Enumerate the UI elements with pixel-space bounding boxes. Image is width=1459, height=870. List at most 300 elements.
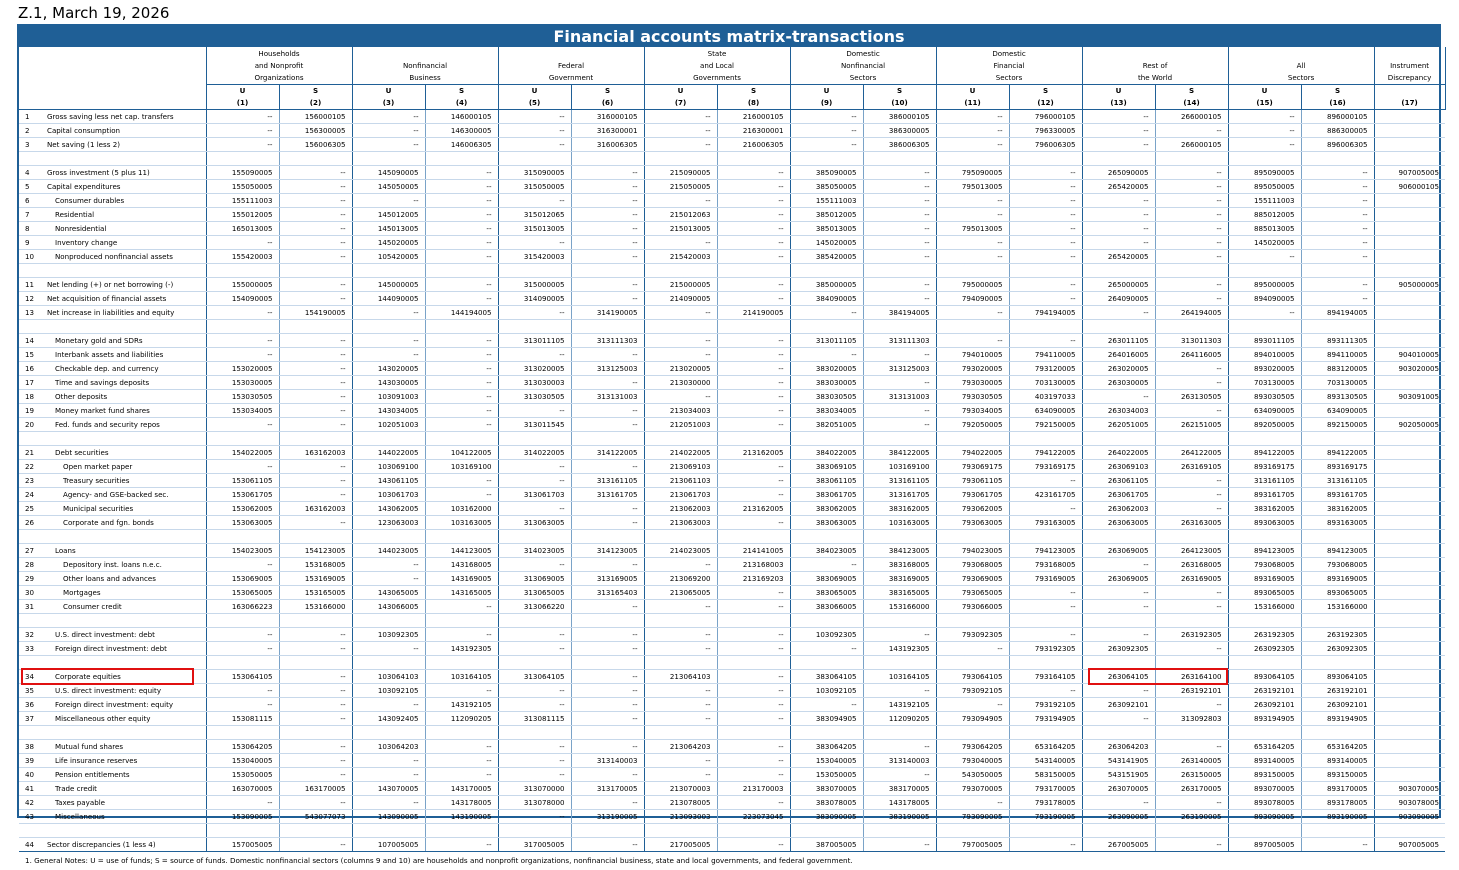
value-cell: 213162005 [717,502,790,516]
value-cell: 314123005 [571,544,644,558]
value-cell: 264022005 [1082,446,1155,460]
value-cell: 145090005 [352,166,425,180]
value-cell: -- [863,236,936,250]
value-cell: -- [1155,502,1228,516]
value-cell [1374,306,1445,320]
value-cell: 794194005 [1009,306,1082,320]
value-cell: -- [1301,278,1374,292]
value-cell: 213069200 [644,572,717,586]
value-cell: 264122005 [1155,446,1228,460]
value-cell: 146000105 [425,110,498,124]
value-cell: 216300001 [717,124,790,138]
value-cell: -- [425,236,498,250]
value-cell: 793169005 [1009,572,1082,586]
value-cell: -- [1009,222,1082,236]
value-cell: 794122005 [1009,446,1082,460]
column-number: (14) [1155,97,1228,110]
row-label: Miscellaneous [47,810,105,823]
value-cell: -- [425,404,498,418]
value-cell: -- [279,838,352,852]
table-row [19,180,1445,194]
value-cell: -- [717,600,790,614]
sector-header [498,47,644,85]
value-cell: -- [1009,586,1082,600]
sector-header-line: and Local [645,60,790,72]
value-cell: 383168005 [863,558,936,572]
value-cell: 315012065 [498,208,571,222]
value-cell: 153034005 [206,404,279,418]
value-cell: 313161105 [1228,474,1301,488]
value-cell: 215012063 [644,208,717,222]
row-label-cell [19,586,206,600]
value-cell: 383061705 [790,488,863,502]
row-label-cell [19,796,206,810]
table-row [19,460,1445,474]
value-cell: -- [498,138,571,152]
value-cell: -- [498,236,571,250]
uses-label: U [352,85,425,98]
value-cell: -- [425,194,498,208]
value-cell: -- [498,754,571,768]
row-label: Depository inst. loans n.e.c. [47,558,162,571]
value-cell: -- [279,460,352,474]
value-cell: -- [352,334,425,348]
spacer-row [19,530,1445,544]
value-cell: -- [863,404,936,418]
value-cell: 102051003 [352,418,425,432]
value-cell: -- [425,754,498,768]
value-cell: 383064105 [790,670,863,684]
value-cell: 263192305 [1301,628,1374,642]
value-cell: 263092305 [1082,642,1155,656]
row-label-cell [19,488,206,502]
value-cell: -- [863,740,936,754]
value-cell: -- [571,222,644,236]
value-cell: -- [279,642,352,656]
value-cell: -- [790,138,863,152]
value-cell: -- [717,222,790,236]
value-cell: 264116005 [1155,348,1228,362]
row-label: Checkable dep. and currency [47,362,159,375]
value-cell: -- [1228,138,1301,152]
value-cell: 153061105 [206,474,279,488]
value-cell: 215000005 [644,278,717,292]
value-cell: -- [717,250,790,264]
value-cell: 263163005 [1155,516,1228,530]
value-cell: -- [279,166,352,180]
value-cell: 103069100 [352,460,425,474]
value-cell: 263169105 [1155,460,1228,474]
value-cell: 893169175 [1228,460,1301,474]
value-cell: 155090005 [206,166,279,180]
table-row [19,698,1445,712]
value-cell: 264194005 [1155,306,1228,320]
value-cell: 213063003 [644,516,717,530]
value-cell: -- [1155,124,1228,138]
value-cell: 383034005 [790,404,863,418]
value-cell: 794090005 [936,292,1009,306]
row-label-cell [19,250,206,264]
value-cell: 383190005 [863,810,936,824]
value-cell: 144090005 [352,292,425,306]
value-cell: 313011105 [498,334,571,348]
value-cell: 793169175 [1009,460,1082,474]
value-cell: -- [425,278,498,292]
value-cell: -- [498,306,571,320]
value-cell: -- [717,348,790,362]
sector-header-line [353,48,498,60]
footnote-row [19,852,1445,870]
value-cell: -- [498,558,571,572]
value-cell: 213078005 [644,796,717,810]
row-label-cell [19,642,206,656]
sector-header-line: Federal [499,60,644,72]
value-cell: -- [571,236,644,250]
value-cell: 893063005 [1228,516,1301,530]
value-cell: 216000105 [717,110,790,124]
value-cell: 156006305 [279,138,352,152]
column-number: (15) [1228,97,1301,110]
value-cell: 153090005 [206,810,279,824]
value-cell: 103091003 [352,390,425,404]
value-cell: 212051003 [644,418,717,432]
value-cell: 316000105 [571,110,644,124]
value-cell: -- [1009,684,1082,698]
value-cell: 382051005 [790,418,863,432]
sector-header-line: Government [499,72,644,84]
value-cell: 793120005 [1009,362,1082,376]
row-number: 34 [19,670,47,683]
value-cell: 903091005 [1374,390,1445,404]
value-cell [1374,754,1445,768]
value-cell: 313070000 [498,782,571,796]
value-cell [1374,572,1445,586]
value-cell: 313165403 [571,586,644,600]
value-cell: 317005005 [498,838,571,852]
value-cell: 153030005 [206,376,279,390]
value-cell: 313063005 [498,516,571,530]
column-number: (13) [1082,97,1155,110]
row-number: 36 [19,698,47,711]
value-cell: -- [206,334,279,348]
value-cell: 143030005 [352,376,425,390]
financial-accounts-table [19,47,1446,870]
value-cell: 895000005 [1228,278,1301,292]
value-cell: 894110005 [1301,348,1374,362]
value-cell: 793064105 [936,670,1009,684]
value-cell: -- [717,376,790,390]
value-cell: -- [863,838,936,852]
row-label: Taxes payable [47,796,105,809]
value-cell: 313069005 [498,572,571,586]
value-cell: -- [863,376,936,390]
value-cell: 214190005 [717,306,790,320]
value-cell: 793194905 [1009,712,1082,726]
value-cell: 155111003 [790,194,863,208]
value-cell: -- [279,390,352,404]
value-cell [1374,698,1445,712]
row-label-cell [19,166,206,180]
value-cell: 103061703 [352,488,425,502]
value-cell: -- [790,348,863,362]
value-cell: -- [1082,684,1155,698]
value-cell: 893150005 [1301,768,1374,782]
row-label: Life insurance reserves [47,754,137,767]
document-id-date: Z.1, March 19, 2026 [18,4,169,22]
value-cell: 103162000 [425,502,498,516]
value-cell: -- [717,642,790,656]
value-cell: -- [717,208,790,222]
value-cell: -- [1155,194,1228,208]
row-label-cell [19,838,206,852]
value-cell: -- [936,110,1009,124]
value-cell: 795013005 [936,180,1009,194]
value-cell: 385013005 [790,222,863,236]
value-cell: 383090005 [790,810,863,824]
value-cell: -- [206,236,279,250]
row-number: 42 [19,796,47,809]
value-cell: 894194005 [1301,306,1374,320]
value-cell: 154123005 [279,544,352,558]
value-cell: 314022005 [498,446,571,460]
value-cell: 153169005 [279,572,352,586]
value-cell: 893078005 [1228,796,1301,810]
value-cell: 153166000 [863,600,936,614]
value-cell: -- [790,698,863,712]
discrepancy-header-line: Instrument [1375,60,1445,72]
value-cell: -- [206,124,279,138]
row-number: 11 [19,278,47,291]
value-cell: 543077073 [279,810,352,824]
value-cell: -- [571,180,644,194]
value-cell: 795013005 [936,222,1009,236]
value-cell: 153064105 [206,670,279,684]
value-cell: 793020005 [936,362,1009,376]
value-cell: -- [206,306,279,320]
value-cell: 893190005 [1301,810,1374,824]
value-cell: 143034005 [352,404,425,418]
value-cell: 314122005 [571,446,644,460]
value-cell: -- [279,670,352,684]
value-cell: -- [352,642,425,656]
value-cell: -- [571,768,644,782]
row-label-cell [19,810,206,824]
value-cell: -- [206,642,279,656]
value-cell: -- [279,404,352,418]
value-cell: -- [498,628,571,642]
value-cell: 143190005 [425,810,498,824]
value-cell: 316300001 [571,124,644,138]
table-row [19,138,1445,152]
value-cell: 263030005 [1082,376,1155,390]
value-cell: 383066005 [790,600,863,614]
value-cell: 386300005 [863,124,936,138]
sector-header-line: Financial [937,60,1082,72]
value-cell: -- [352,110,425,124]
row-number: 27 [19,544,47,557]
value-cell: 386006305 [863,138,936,152]
value-cell: 264123005 [1155,544,1228,558]
value-cell: 383162005 [1301,502,1374,516]
value-cell: 894122005 [1301,446,1374,460]
value-cell [1374,236,1445,250]
value-cell: -- [644,684,717,698]
value-cell: -- [425,418,498,432]
value-cell: 263092305 [1228,642,1301,656]
column-number: (17) [1374,97,1445,110]
value-cell: 143065005 [352,586,425,600]
value-cell: 383162005 [863,502,936,516]
value-cell: -- [498,768,571,782]
spacer-row [19,432,1445,446]
value-cell: -- [717,334,790,348]
value-cell [1374,138,1445,152]
spacer-row [19,264,1445,278]
value-cell: 265420005 [1082,250,1155,264]
value-cell: 143192105 [425,698,498,712]
value-cell: 703130005 [1009,376,1082,390]
value-cell: 897005005 [1228,838,1301,852]
row-label: Money market fund shares [47,404,150,417]
value-cell: 263164100 [1155,670,1228,684]
column-number: (4) [425,97,498,110]
column-number: (12) [1009,97,1082,110]
value-cell: -- [717,474,790,488]
value-cell: -- [1228,306,1301,320]
row-number: 3 [19,138,47,151]
row-label: Net increase in liabilities and equity [47,306,174,319]
value-cell: 263020005 [1082,362,1155,376]
value-cell: -- [498,642,571,656]
value-cell: 153081115 [206,712,279,726]
value-cell: 263170005 [1155,782,1228,796]
sector-header-line: Nonfinancial [353,60,498,72]
value-cell: -- [279,362,352,376]
value-cell: 153166000 [1301,600,1374,614]
value-cell: 313111303 [571,334,644,348]
value-cell: 703130005 [1228,376,1301,390]
value-cell: -- [498,348,571,362]
value-cell: 103164105 [863,670,936,684]
value-cell: -- [936,124,1009,138]
value-cell [1374,740,1445,754]
value-cell: 893065005 [1301,586,1374,600]
value-cell [1374,684,1445,698]
value-cell: 313161105 [1301,474,1374,488]
value-cell: 154090005 [206,292,279,306]
value-cell: -- [1009,278,1082,292]
value-cell: 214022005 [644,446,717,460]
row-number: 23 [19,474,47,487]
value-cell: 893194905 [1301,712,1374,726]
value-cell [1374,768,1445,782]
value-cell: -- [1155,488,1228,502]
row-number: 32 [19,628,47,641]
value-cell: -- [571,670,644,684]
value-cell: -- [425,348,498,362]
value-cell: -- [279,180,352,194]
value-cell: -- [936,208,1009,222]
value-cell: -- [1082,600,1155,614]
value-cell: 263092101 [1082,698,1155,712]
value-cell: 313011303 [1155,334,1228,348]
value-cell: 143178005 [863,796,936,810]
value-cell: 143092405 [352,712,425,726]
value-cell: -- [863,180,936,194]
value-cell: -- [425,838,498,852]
value-cell: -- [1082,208,1155,222]
value-cell [1374,110,1445,124]
row-label: Debt securities [47,446,109,459]
value-cell: -- [644,348,717,362]
row-label-cell [19,362,206,376]
sector-header-line: Rest of [1083,60,1228,72]
value-cell: -- [571,740,644,754]
value-cell: -- [644,334,717,348]
value-cell: 265420005 [1082,180,1155,194]
value-cell: -- [1082,124,1155,138]
row-label-cell [19,138,206,152]
discrepancy-header-line [1375,48,1445,60]
value-cell: -- [644,558,717,572]
value-cell: 634090005 [1009,404,1082,418]
value-cell: -- [352,698,425,712]
row-number: 9 [19,236,47,249]
value-cell: 315000005 [498,278,571,292]
value-cell: 792150005 [1009,418,1082,432]
value-cell: 794110005 [1009,348,1082,362]
value-cell: 653164205 [1228,740,1301,754]
value-cell: 793178005 [1009,796,1082,810]
value-cell: -- [717,670,790,684]
row-label-cell [19,698,206,712]
value-cell: -- [571,166,644,180]
value-cell: 893178005 [1301,796,1374,810]
row-label: Corporate and fgn. bonds [47,516,154,529]
value-cell: -- [206,628,279,642]
value-cell: -- [1155,278,1228,292]
value-cell: -- [571,404,644,418]
value-cell [1374,642,1445,656]
row-label-cell [19,278,206,292]
value-cell: 793192105 [1009,698,1082,712]
value-cell: 907005005 [1374,838,1445,852]
discrepancy-header [1374,47,1445,85]
sources-label: S [279,85,352,98]
value-cell: 313066220 [498,600,571,614]
value-cell: 263192305 [1228,628,1301,642]
value-cell: 156300005 [279,124,352,138]
value-cell: -- [717,796,790,810]
value-cell: 155111003 [1228,194,1301,208]
column-number: (10) [863,97,936,110]
value-cell: 315013005 [498,222,571,236]
value-cell: -- [644,754,717,768]
value-cell: -- [206,110,279,124]
sector-header-line [1229,48,1374,60]
value-cell: 223073045 [717,810,790,824]
value-cell: 892050005 [1228,418,1301,432]
value-cell: 213065005 [644,586,717,600]
row-label: Net lending (+) or net borrowing (-) [47,278,173,291]
value-cell: 313131003 [863,390,936,404]
value-cell [1374,670,1445,684]
value-cell: 792050005 [936,418,1009,432]
row-label-cell [19,194,206,208]
discrepancy-blank [1374,85,1445,98]
value-cell: -- [279,348,352,362]
table-row [19,250,1445,264]
